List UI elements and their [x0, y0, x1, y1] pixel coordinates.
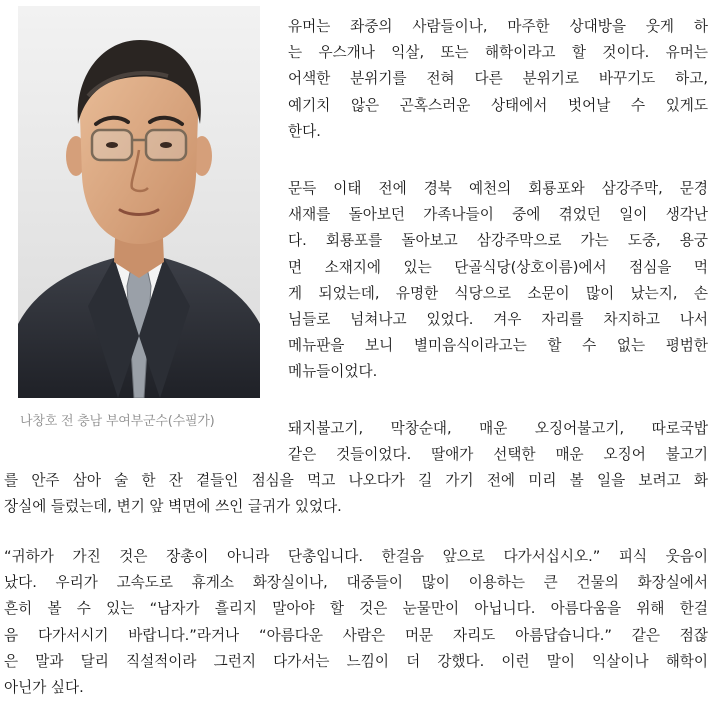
text-line: 메뉴판을 보니 별미음식이라고는 할 수 없는 평범한: [288, 337, 708, 355]
paragraph-restroom-sign: [4, 544, 708, 701]
text-line: 메뉴들이었다.: [288, 363, 378, 381]
author-photo-block: [6, 6, 268, 446]
text-line: 한다.: [288, 122, 321, 140]
paragraph-menu-continued: [4, 468, 708, 520]
text-line: 흔히 볼 수 있는 “남자가 흘리지 말아야 할 것은 눈물만이 아닙니다. 아름다움을 위해 한걸: [4, 600, 708, 618]
author-portrait-photo: [18, 6, 260, 398]
text-line: 같은 것들이었다. 딸애가 선택한 매운 오징어 불고기: [288, 446, 708, 464]
text-line: 는 우스개나 익살, 또는 해학이라고 할 것이다. 유머는: [288, 44, 708, 62]
text-line: 예기치 않은 곤혹스러운 상태에서 벗어날 수 있게도: [288, 96, 708, 114]
text-line: 아닌가 싶다.: [4, 679, 84, 697]
photo-caption: 나창호 전 충남 부여부군수(수필가): [20, 414, 215, 429]
text-line: 게 되었는데, 유명한 식당으로 소문이 많이 났는지, 손: [288, 284, 708, 302]
portrait-illustration: [18, 6, 260, 398]
text-line: 났다. 우리가 고속도로 휴게소 화장실이나, 대중들이 많이 이용하는 큰 건물의 화장실에서: [4, 574, 708, 592]
text-line: 님들로 넘쳐나고 있었다. 겨우 자리를 차지하고 나서: [288, 311, 708, 329]
text-line: 돼지불고기, 막창순대, 매운 오징어불고기, 따로국밥: [288, 420, 708, 437]
text-line: 유머는 좌중의 사람들이나, 마주한 상대방을 웃게 하: [288, 18, 708, 35]
text-line: “귀하가 가진 것은 장총이 아니라 단총입니다. 한걸음 앞으로 다가서십시오.” 피식 웃음이: [4, 548, 708, 565]
text-line: 다. 회룡포를 돌아보고 삼강주막으로 가는 도중, 용궁: [288, 232, 708, 250]
paragraph-intro: [288, 14, 708, 145]
text-line: 은 말과 달리 직설적이라 그런지 다가서는 느낌이 더 강했다. 이런 말이 익살이나 해학이: [4, 652, 708, 670]
paragraph-menu: [288, 416, 708, 468]
text-line: 음 다가서시기 바랍니다.”라거나 “아름다운 사람은 머문 자리도 아름답습니다.” 같은 점잖: [4, 626, 708, 644]
text-line: 장실에 들렀는데, 변기 앞 벽면에 쓰인 글귀가 있었다.: [4, 498, 342, 516]
text-line: 를 안주 삼아 술 한 잔 곁들인 점심을 먹고 나오다가 길 가기 전에 미리 볼 일을 보려고 화: [4, 472, 708, 489]
text-line: 문득 이태 전에 경북 예천의 회룡포와 삼강주막, 문경: [288, 180, 708, 197]
text-line: 어색한 분위기를 전혀 다른 분위기로 바꾸기도 하고,: [288, 70, 708, 88]
paragraph-memory: [288, 176, 708, 386]
text-line: 면 소재지에 있는 단골식당(상호이름)에서 점심을 먹: [288, 258, 708, 276]
text-line: 새재를 돌아보던 가족나들이 중에 겪었던 일이 생각난: [288, 206, 708, 224]
